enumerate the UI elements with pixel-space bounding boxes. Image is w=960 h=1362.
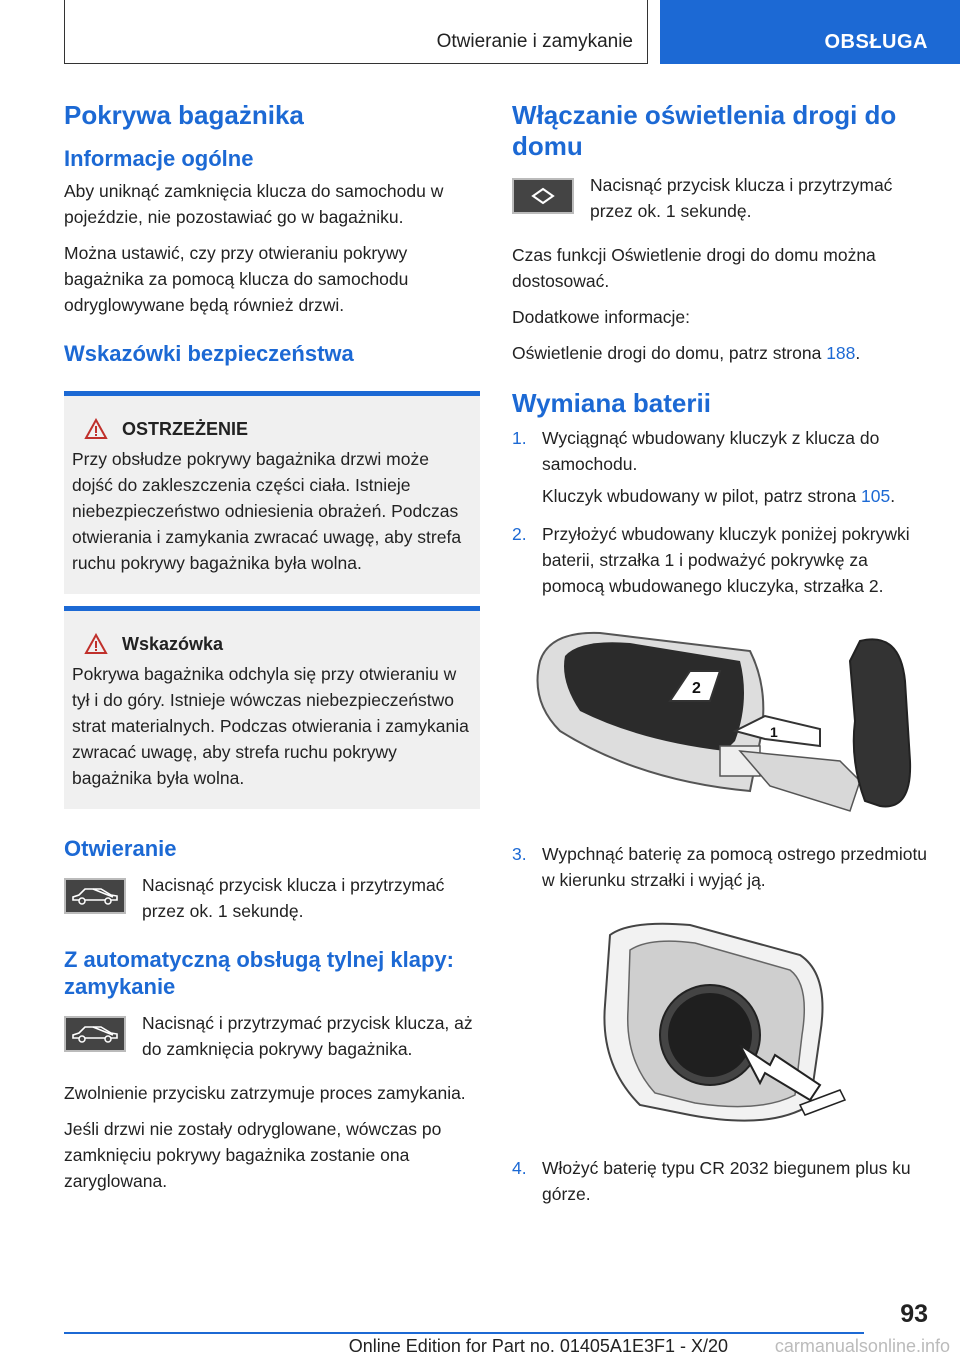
section-tab	[660, 0, 960, 64]
trunk-key-button-icon	[64, 878, 126, 914]
step-subtext: Kluczyk wbudowany w pilot, patrz strona 105.	[542, 486, 896, 506]
light-paragraph-2: Dodatkowe informacje:	[512, 307, 690, 327]
step-text: Wypchnąć baterię za pomocą ostrego przedmiotu w kierunku strzałki i wyjąć ją.	[542, 844, 928, 890]
right-column	[512, 100, 928, 1219]
heading-general-info: Informacje ogólne	[64, 146, 254, 171]
heading-opening: Otwieranie	[64, 836, 177, 861]
warning-text: Przy obsłudze pokrywy bagażnika drzwi może dojść do zakleszczenia części ciała. Istnieje niebezpieczeństwo odniesienia obrażeń. Podczas otwierania i zamykania zwracać uwagę, aby strefa ruchu pokrywy bagażnika była wolna.	[72, 449, 462, 573]
notice-text: Pokrywa bagażnika odchyla się przy otwieraniu w tył i do góry. Istnieje wówczas niebezpieczeństwo strat materialnych. Podczas otwierania i zamykania zwracać uwagę, aby strefa ruchu pokrywy bagażnika była wolna.	[72, 664, 469, 788]
light-paragraph-3: Oświetlenie drogi do domu, patrz strona 188.	[512, 343, 861, 363]
key-blade-illustration	[520, 621, 920, 821]
general-paragraph-1: Aby uniknąć zamknięcia klucza do samochodu w pojeździe, nie pozostawiać go w bagażniku.	[64, 181, 444, 227]
light-instruction	[512, 172, 928, 224]
warning-box	[64, 391, 480, 594]
heading-trunk-lid: Pokrywa bagażnika	[64, 100, 304, 130]
open-text: Nacisnąć przycisk klucza i przytrzymać przez ok. 1 sekundę.	[142, 875, 445, 921]
step-1	[512, 425, 928, 515]
footer-edition: Online Edition for Part no. 01405A1E3F1 - X/20	[348, 1336, 728, 1356]
heading-auto-close: Z automatyczną obsługą tylnej klapy: zamykanie	[64, 947, 454, 999]
page-number: 93	[900, 1300, 928, 1328]
step-subtext-text: Kluczyk wbudowany w pilot, patrz strona	[542, 486, 857, 506]
light-key-button-icon	[512, 178, 574, 214]
auto-close-paragraph-2: Jeśli drzwi nie zostały odryglowane, wówczas po zamknięciu pokrywy bagażnika zostanie ona zaryglowana.	[64, 1119, 442, 1191]
open-instruction	[64, 872, 480, 924]
light-paragraph-1: Czas funkcji Oświetlenie drogi do domu można dostosować.	[512, 245, 876, 291]
auto-close-text: Nacisnąć i przytrzymać przycisk klucza, aż do zamknięcia pokrywy bagażnika.	[142, 1013, 473, 1059]
notice-title: Wskazówka	[122, 633, 224, 654]
arrow-label-2: 2	[692, 680, 701, 697]
heading-home-lighting: Włączanie oświetlenia drogi do domu	[512, 100, 897, 161]
heading-battery: Wymiana baterii	[512, 388, 711, 418]
watermark: carmanualsonline.info	[774, 1336, 950, 1356]
heading-safety: Wskazówki bezpieczeństwa	[64, 341, 354, 366]
light-text: Nacisnąć przycisk klucza i przytrzymać przez ok. 1 sekundę.	[590, 175, 893, 221]
step-text: Przyłożyć wbudowany kluczyk poniżej pokrywki baterii, strzałka 1 i podważyć pokrywkę za pomocą wbudowanego kluczyka, strzałka 2.	[542, 524, 910, 596]
battery-figure	[512, 915, 928, 1135]
step-text: Włożyć baterię typu CR 2032 biegunem plus ku górze.	[542, 1158, 911, 1204]
notice-box	[64, 606, 480, 809]
auto-close-paragraph-1: Zwolnienie przycisku zatrzymuje proces zamykania.	[64, 1083, 466, 1103]
page-link-105[interactable]: 105	[861, 486, 891, 506]
header-box	[64, 0, 648, 64]
auto-close-instruction	[64, 1010, 480, 1062]
step-4	[512, 1155, 928, 1213]
key-blade-figure	[512, 621, 928, 821]
section-tab-label: OBSŁUGA	[824, 31, 928, 53]
left-column	[64, 100, 480, 1204]
step-number: 1.	[512, 428, 527, 448]
warning-triangle-icon	[84, 418, 108, 440]
arrow-label-1: 1	[770, 724, 778, 740]
battery-illustration	[570, 915, 870, 1135]
notice-triangle-icon	[84, 633, 108, 655]
warning-title: OSTRZEŻENIE	[122, 418, 249, 439]
step-number: 3.	[512, 844, 527, 864]
step-text: Wyciągnąć wbudowany kluczyk z klucza do samochodu.	[542, 428, 880, 474]
step-3	[512, 841, 928, 899]
step-2	[512, 521, 928, 605]
page-link-188[interactable]: 188	[826, 343, 856, 363]
general-paragraph-2: Można ustawić, czy przy otwieraniu pokrywy bagażnika za pomocą klucza do samochodu odryglowywane będą również drzwi.	[64, 243, 409, 315]
step-number: 2.	[512, 524, 527, 544]
light-reference-text: Oświetlenie drogi do domu, patrz strona	[512, 343, 822, 363]
trunk-key-button-icon-2	[64, 1016, 126, 1052]
header-title: Otwieranie i zamykanie	[436, 31, 633, 52]
step-number: 4.	[512, 1158, 527, 1178]
footer-rule	[64, 1332, 864, 1334]
